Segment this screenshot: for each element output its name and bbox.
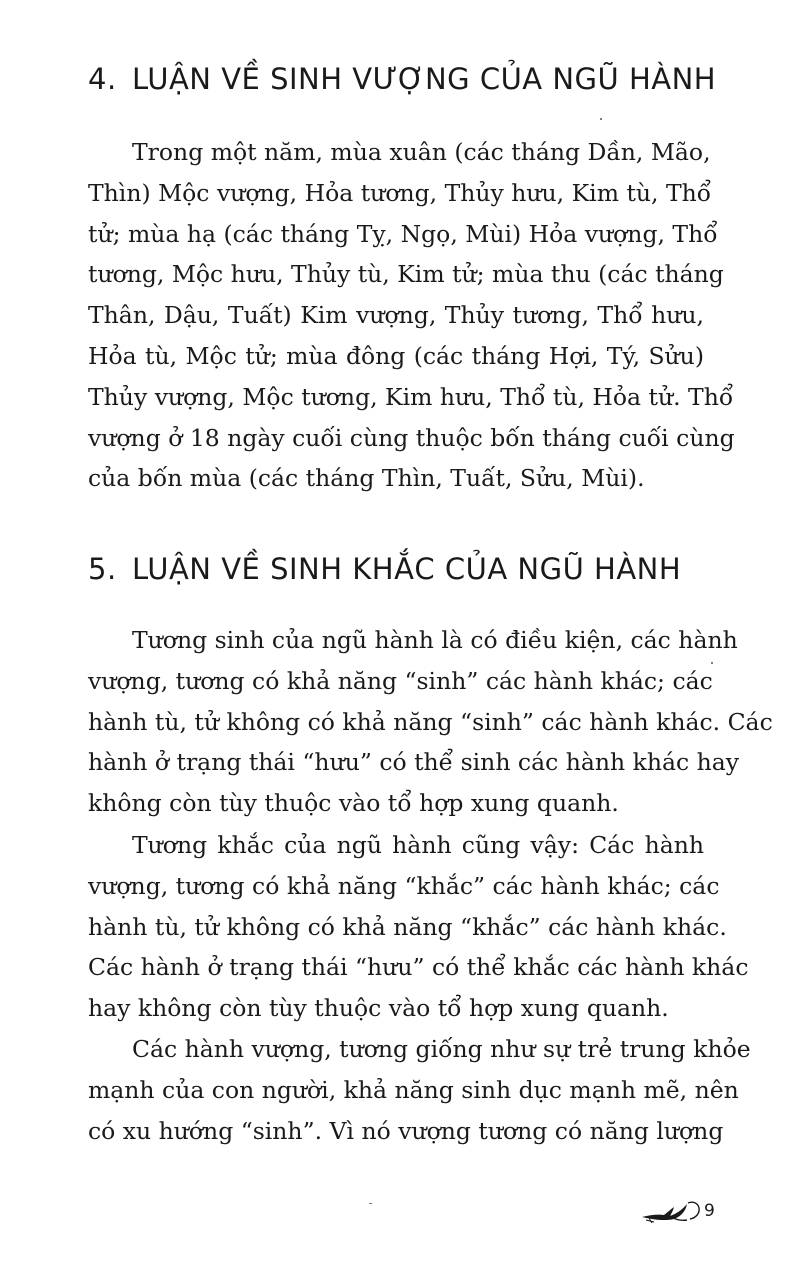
text-line: hành ở trạng thái “hưu” có thể sinh các hành khác hay bbox=[88, 748, 740, 777]
text-line: Hỏa tù, Mộc tử; mùa đông (các tháng Hợi, Tý, Sửu) bbox=[88, 341, 704, 370]
section-5-title: LUẬN VỀ SINH KHẮC CỦA NGŨ HÀNH bbox=[132, 552, 682, 586]
text-line: hay không còn tùy thuộc vào tổ hợp xung quanh. bbox=[88, 994, 669, 1023]
text-line: Thủy vượng, Mộc tương, Kim hưu, Thổ tù, Hỏa tử. Thổ bbox=[88, 382, 734, 411]
print-speck bbox=[369, 1203, 372, 1204]
text-line: vượng, tương có khả năng “sinh” các hành khác; các bbox=[88, 666, 713, 695]
text-line: Trong một năm, mùa xuân (các tháng Dần, Mão, bbox=[132, 138, 711, 166]
section-4-title: LUẬN VỀ SINH VƯỢNG CỦA NGŨ HÀNH bbox=[132, 62, 717, 96]
section-4-heading bbox=[88, 62, 716, 96]
text-line: hành tù, tử không có khả năng “khắc” các hành khác. bbox=[88, 912, 727, 941]
text-line: Thân, Dậu, Tuất) Kim vượng, Thủy tương, Thổ hưu, bbox=[88, 301, 704, 330]
text-line: mạnh của con người, khả năng sinh dục mạnh mẽ, nên bbox=[88, 1075, 739, 1104]
text-line: tương, Mộc hưu, Thủy tù, Kim tử; mùa thu (các tháng bbox=[88, 260, 724, 289]
text-line: Tương sinh của ngũ hành là có điều kiện, các hành bbox=[132, 626, 738, 654]
text-line: không còn tùy thuộc vào tổ hợp xung quanh. bbox=[88, 789, 619, 818]
text-line: hành tù, tử không có khả năng “sinh” các hành khác. Các bbox=[88, 707, 773, 736]
section-5-number: 5. bbox=[88, 552, 117, 586]
page-footer bbox=[640, 1196, 715, 1226]
swallow-ornament-icon bbox=[640, 1198, 702, 1224]
section-4-number: 4. bbox=[88, 62, 117, 96]
text-line: tử; mùa hạ (các tháng Tỵ, Ngọ, Mùi) Hỏa vượng, Thổ bbox=[88, 219, 718, 248]
text-line: Thìn) Mộc vượng, Hỏa tương, Thủy hưu, Kim tù, Thổ bbox=[88, 178, 712, 207]
section-5-heading bbox=[88, 552, 681, 586]
print-speck bbox=[600, 118, 602, 120]
text-line: Các hành vượng, tương giống như sự trẻ trung khỏe bbox=[132, 1035, 751, 1063]
section-5-paragraph-3 bbox=[88, 1029, 751, 1151]
text-line: có xu hướng “sinh”. Vì nó vượng tương có năng lượng bbox=[88, 1116, 724, 1145]
page-number: 9 bbox=[704, 1201, 715, 1221]
text-line: Tương khắc của ngũ hành cũng vậy: Các hành bbox=[132, 831, 704, 859]
text-line: vượng ở 18 ngày cuối cùng thuộc bốn tháng cuối cùng bbox=[88, 423, 735, 452]
text-line: của bốn mùa (các tháng Thìn, Tuất, Sửu, Mùi). bbox=[88, 464, 645, 493]
section-4-paragraph bbox=[88, 132, 735, 499]
section-5-paragraph-2 bbox=[88, 825, 749, 1029]
print-speck bbox=[711, 662, 713, 664]
text-line: vượng, tương có khả năng “khắc” các hành khác; các bbox=[88, 871, 720, 900]
section-5-paragraph-1 bbox=[88, 620, 773, 824]
text-line: Các hành ở trạng thái “hưu” có thể khắc các hành khác bbox=[88, 953, 749, 982]
